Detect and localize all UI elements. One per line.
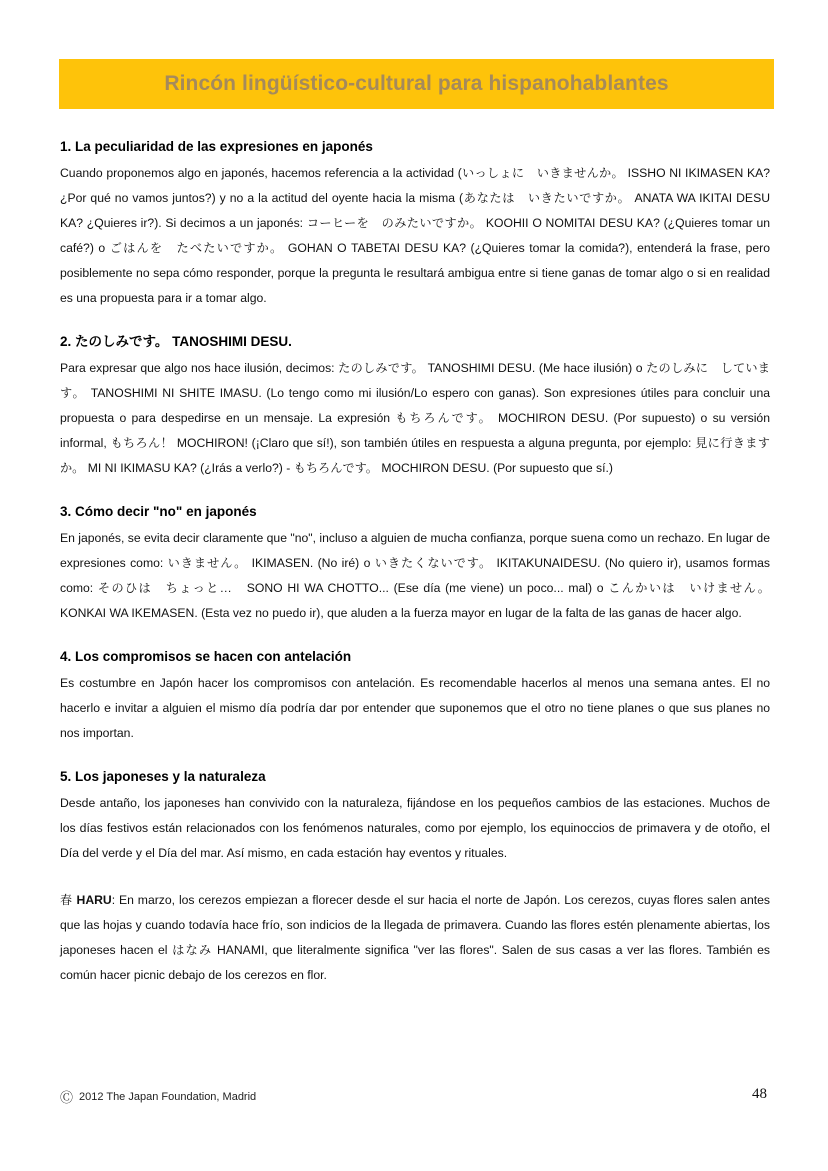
spring-kanji-icon: 春 — [60, 893, 73, 907]
page-title: Rincón lingüístico-cultural para hispanohablantes — [164, 72, 669, 95]
section-decir-no — [60, 503, 770, 626]
page-number: 48 — [752, 1086, 767, 1102]
section-body: Es costumbre en Japón hacer los compromisos con antelación. Es recomendable hacerlos al menos una semana antes. El no hacerlo e invitar a alguien el mismo día podría dar por entender que suponemos que el otro no tiene planes o que sus planes no nos importan. — [60, 676, 770, 740]
section-heading: 2. たのしみです。 TANOSHIMI DESU. — [60, 334, 292, 349]
section-naturaleza — [60, 768, 770, 866]
section-body: Desde antaño, los japoneses han convivido con la naturaleza, fijándose en los pequeños cambios de las estaciones. Muchos de los días festivos están relacionados con los fenómenos naturales, como por ejemplo, los equinoccios de primavera y de otoño, el Día del verde y el Día del mar. Así mismo, en cada estación hay eventos y rituales. — [60, 796, 770, 860]
haru-paragraph — [60, 888, 770, 988]
section-heading: 3. Cómo decir "no" en japonés — [60, 504, 257, 519]
copyright-icon: Ⓒ — [60, 1090, 74, 1105]
haru-label: HARU — [76, 893, 112, 907]
section-expresiones — [60, 138, 770, 311]
section-body: Cuando proponemos algo en japonés, hacemos referencia a la actividad (いっしょに いきませんか。 ISSHO NI IKIMASEN KA? ¿Por qué no vamos juntos?) y no a la actitud del oyente hacia la misma (あなたは いきたいですか。 ANATA WA IKITAI DESU KA? ¿Quieres ir?). Si decimos a un japonés: コーヒーを のみたいですか。 KOOHII O NOMITAI DESU KA? (¿Quieres tomar un café?) o ごはんを たべたいですか。 GOHAN O TABETAI DESU KA? (¿Quieres tomar la comida?), entenderá la frase, pero posiblemente no sepa cómo responder, porque la pregunta le resultará ambigua entre si tiene ganas de tomar algo o si en realidad es una propuesta para ir a tomar algo. — [60, 166, 770, 305]
section-body: Para expresar que algo nos hace ilusión, decimos: たのしみです。 TANOSHIMI DESU. (Me hace ilusión) o たのしみに しています。 TANOSHIMI NI SHITE IMASU. (Lo tengo como mi ilusión/Lo espero con ganas). Son expresiones útiles para concluir una propuesta o para despedirse en un mensaje. La expresión もちろんです。 MOCHIRON DESU. (Por supuesto) o su versión informal, もちろん！ MOCHIRON! (¡Claro que sí!), son también útiles en respuesta a alguna pregunta, por ejemplo: 見に行きますか。 MI NI IKIMASU KA? (¿Irás a verlo?) - もちろんです。 MOCHIRON DESU. (Por supuesto que sí.) — [60, 361, 770, 475]
section-heading: 5. Los japoneses y la naturaleza — [60, 769, 266, 784]
section-haru — [60, 888, 770, 988]
section-heading: 4. Los compromisos se hacen con antelación — [60, 649, 352, 664]
section-compromisos — [60, 648, 770, 746]
main-content — [60, 138, 770, 1010]
footer-copyright — [60, 1087, 256, 1106]
section-tanoshimi — [60, 333, 770, 481]
section-heading: 1. La peculiaridad de las expresiones en japonés — [60, 139, 373, 154]
title-banner — [59, 59, 774, 109]
copyright-text: 2012 The Japan Foundation, Madrid — [79, 1090, 257, 1103]
section-body: En japonés, se evita decir claramente que "no", incluso a alguien de mucha confianza, porque suena como un rechazo. En lugar de expresiones como: いきません。 IKIMASEN. (No iré) o いきたくないです。 IKITAKUNAIDESU. (No quiero ir), usamos formas como: そのひは ちょっと… SONO HI WA CHOTTO... (Ese día (me viene) un poco... mal) o こんかいは いけません。 KONKAI WA IKEMASEN. (Esta vez no puedo ir), que aluden a la fuerza mayor en lugar de la falta de las ganas de hacer algo. — [60, 531, 770, 620]
haru-body: : En marzo, los cerezos empiezan a florecer desde el sur hacia el norte de Japón. Los cerezos, cuyas flores salen antes que las hojas y cuando todavía hace frío, son indicios de la llegada de primavera. Cuando las flores estén plenamente abiertas, los japoneses hacen el はなみ HANAMI, que literalmente significa "ver las flores". Salen de sus casas a ver las flores. También es común hacer picnic debajo de los cerezos en flor. — [60, 893, 770, 982]
